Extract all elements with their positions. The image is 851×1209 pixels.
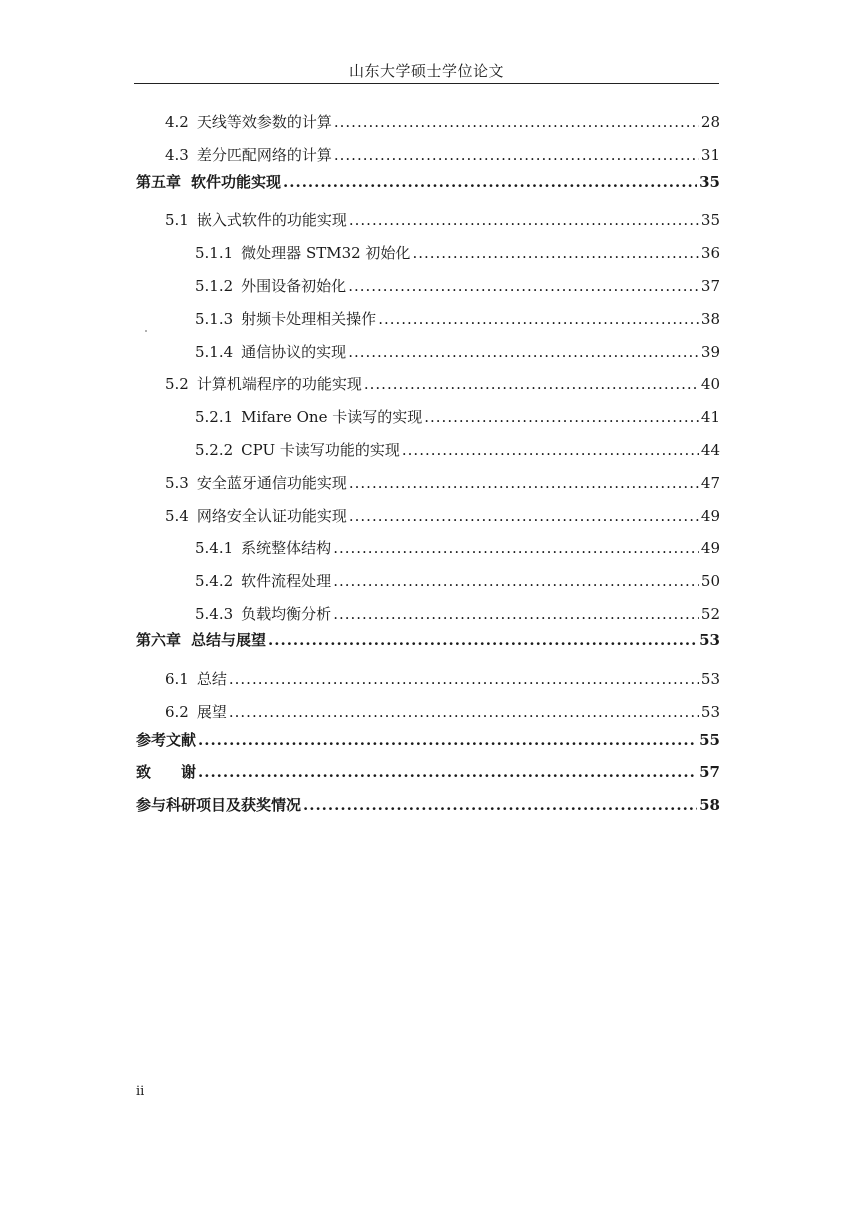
toc-entry-page: 35 — [700, 211, 720, 229]
running-header: 山东大学硕士学位论文 — [348, 62, 504, 80]
toc-entry-5-1-1[interactable] — [195, 243, 720, 263]
toc-entry-page: 58 — [699, 796, 720, 814]
toc-entry-page: 55 — [699, 731, 720, 749]
toc-entry-title: 网络安全认证功能实现 — [196, 507, 347, 525]
toc-entry-number: 4.2 — [165, 113, 189, 131]
toc-entry-title: 天线等效参数的计算 — [196, 113, 332, 131]
dot-leader — [349, 473, 699, 493]
dot-leader — [333, 571, 699, 591]
toc-entry-number: 5.1.3 — [195, 310, 234, 328]
toc-entry-number: 4.3 — [165, 146, 189, 164]
toc-entry-4-3[interactable] — [165, 145, 720, 165]
page-number: ii — [136, 1084, 145, 1099]
dot-leader — [402, 440, 699, 460]
toc-entry-5-2[interactable] — [165, 374, 720, 394]
toc-entry-page: 41 — [700, 408, 720, 426]
toc-entry-5-1-2[interactable] — [195, 276, 720, 296]
toc-entry-page: 28 — [700, 113, 720, 131]
toc-entry-page: 53 — [700, 670, 720, 688]
toc-entry-number: 5.4.3 — [195, 605, 234, 623]
toc-entry-number: 5.2.1 — [195, 408, 234, 426]
header-rule — [134, 83, 719, 84]
toc-entry-page: 53 — [700, 703, 720, 721]
toc-entry-number: 6.2 — [165, 703, 189, 721]
toc-entry-title: 展望 — [196, 703, 227, 721]
toc-entry-5-4-3[interactable] — [195, 604, 720, 624]
toc-research-projects[interactable] — [136, 795, 720, 815]
toc-entry-5-4-1[interactable] — [195, 538, 720, 558]
toc-entry-page: 52 — [700, 605, 720, 623]
dot-leader — [424, 407, 699, 427]
toc-entry-6-2[interactable] — [165, 702, 720, 722]
toc-entry-4-2[interactable] — [165, 112, 720, 132]
toc-entry-page: 38 — [700, 310, 720, 328]
toc-entry-title: 软件流程处理 — [241, 572, 332, 590]
toc-entry-number: 5.4.1 — [195, 539, 234, 557]
toc-entry-number: 5.4.2 — [195, 572, 234, 590]
toc-entry-title: 差分匹配网络的计算 — [196, 146, 332, 164]
dot-leader — [349, 506, 699, 526]
toc-entry-page: 49 — [700, 507, 720, 525]
toc-entry-page: 37 — [700, 277, 720, 295]
toc-entry-title: 负载均衡分析 — [241, 605, 332, 623]
toc-entry-number: 5.1.4 — [195, 343, 234, 361]
toc-entry-6-1[interactable] — [165, 669, 720, 689]
toc-entry-number: 5.3 — [165, 474, 189, 492]
toc-entry-page: 36 — [700, 244, 720, 262]
toc-entry-title: 参与科研项目及获奖情况 — [136, 796, 302, 814]
toc-entry-number: 5.2 — [165, 375, 189, 393]
toc-entry-5-1-3[interactable] — [195, 309, 720, 329]
toc-entry-5-3[interactable] — [165, 473, 720, 493]
toc-entry-title: 嵌入式软件的功能实现 — [196, 211, 347, 229]
dot-leader — [412, 243, 698, 263]
dot-leader — [198, 730, 697, 750]
toc-entry-5-2-1[interactable] — [195, 407, 720, 427]
toc-entry-page: 57 — [699, 763, 720, 781]
toc-entry-title: 致 谢 — [136, 763, 197, 781]
toc-entry-page: 49 — [700, 539, 720, 557]
dot-leader — [268, 630, 697, 650]
toc-entry-page: 44 — [700, 441, 720, 459]
dot-leader — [333, 538, 699, 558]
toc-entry-title: 微处理器 STM32 初始化 — [241, 244, 411, 262]
toc-entry-title: 外围设备初始化 — [241, 277, 347, 295]
toc-entry-title: 计算机端程序的功能实现 — [196, 375, 362, 393]
toc-entry-number: 5.1 — [165, 211, 189, 229]
toc-entry-number: 第六章 — [136, 631, 182, 649]
toc-entry-number: 5.1.1 — [195, 244, 234, 262]
toc-entry-number: 第五章 — [136, 173, 182, 191]
toc-entry-title: 通信协议的实现 — [241, 343, 347, 361]
toc-entry-title: 射频卡处理相关操作 — [241, 310, 377, 328]
dot-leader — [348, 276, 699, 296]
toc-entry-title: 安全蓝牙通信功能实现 — [196, 474, 347, 492]
toc-entry-5-4-2[interactable] — [195, 571, 720, 591]
dot-leader — [229, 669, 699, 689]
toc-entry-number: 5.4 — [165, 507, 189, 525]
dot-leader — [334, 112, 699, 132]
toc-references[interactable] — [136, 730, 720, 750]
dot-leader — [378, 309, 699, 329]
dot-leader — [349, 210, 699, 230]
toc-entry-page: 39 — [700, 343, 720, 361]
toc-entry-page: 47 — [700, 474, 720, 492]
toc-entry-5-1-4[interactable] — [195, 342, 720, 362]
toc-chapter-5[interactable] — [136, 172, 720, 192]
toc-entry-5-4[interactable] — [165, 506, 720, 526]
dot-leader — [333, 604, 699, 624]
toc-chapter-6[interactable] — [136, 630, 720, 650]
toc-entry-5-1[interactable] — [165, 210, 720, 230]
toc-entry-title: CPU 卡读写功能的实现 — [241, 441, 400, 459]
scan-speck — [145, 330, 147, 332]
dot-leader — [229, 702, 699, 722]
dot-leader — [364, 374, 699, 394]
toc-entry-number: 5.2.2 — [195, 441, 234, 459]
toc-acknowledgements[interactable] — [136, 762, 720, 782]
toc-entry-number: 5.1.2 — [195, 277, 234, 295]
toc-entry-page: 31 — [700, 146, 720, 164]
toc-entry-number: 6.1 — [165, 670, 189, 688]
toc-entry-page: 35 — [699, 173, 720, 191]
toc-entry-page: 53 — [699, 631, 720, 649]
dot-leader — [303, 795, 697, 815]
toc-entry-title: 总结 — [196, 670, 227, 688]
toc-entry-title: 总结与展望 — [191, 631, 267, 649]
toc-entry-title: 系统整体结构 — [241, 539, 332, 557]
dot-leader — [348, 342, 699, 362]
toc-entry-page: 50 — [700, 572, 720, 590]
toc-entry-5-2-2[interactable] — [195, 440, 720, 460]
toc-entry-title: 软件功能实现 — [191, 173, 282, 191]
dot-leader — [283, 172, 697, 192]
toc-entry-page: 40 — [700, 375, 720, 393]
toc-entry-title: Mifare One 卡读写的实现 — [241, 408, 423, 426]
toc-entry-title: 参考文献 — [136, 731, 197, 749]
dot-leader — [334, 145, 699, 165]
dot-leader — [198, 762, 697, 782]
